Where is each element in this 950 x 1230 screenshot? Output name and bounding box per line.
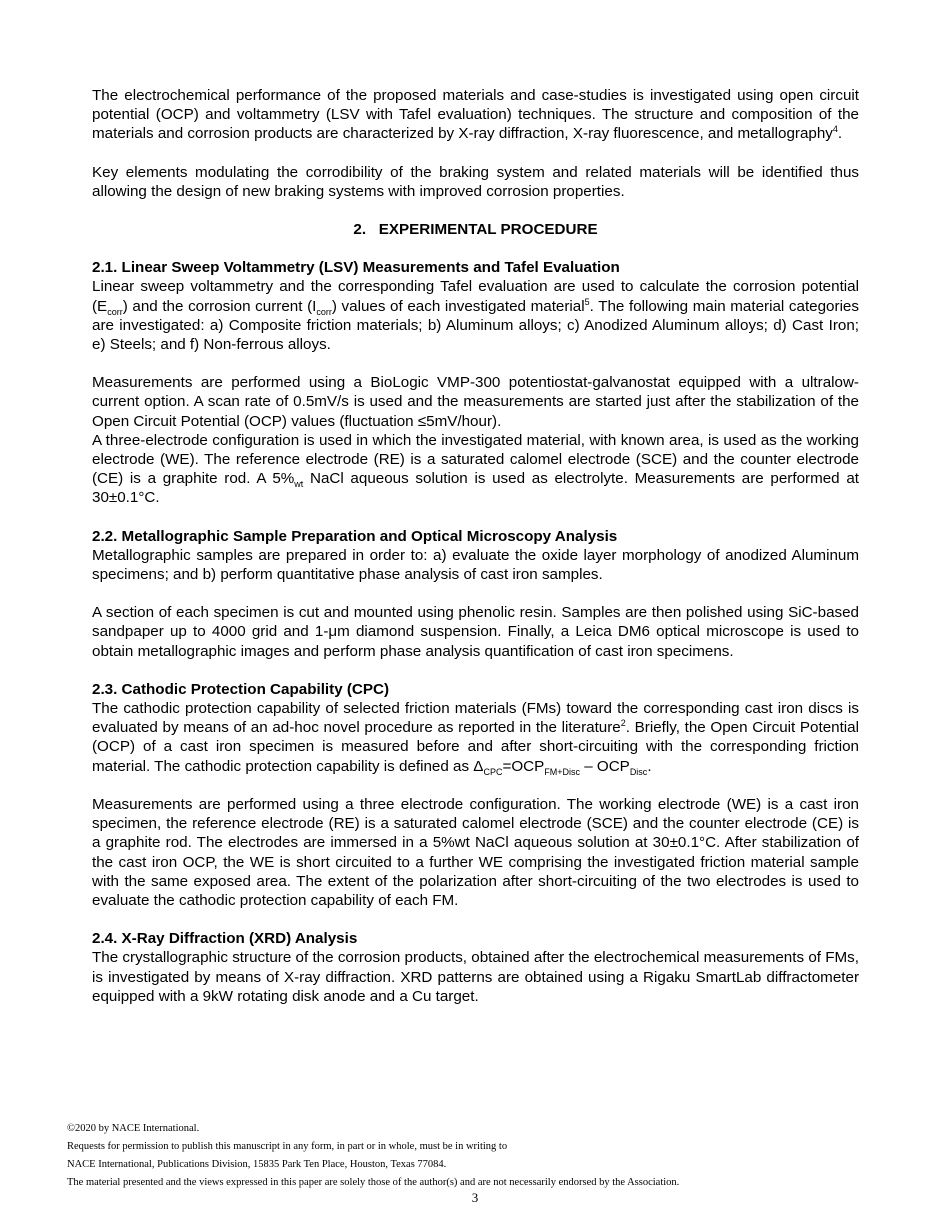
text: ) values of each investigated material xyxy=(331,297,585,315)
reference-superscript: 5 xyxy=(584,296,590,307)
reference-superscript: 2 xyxy=(620,718,626,729)
footer-line: ©2020 by NACE International. xyxy=(67,1123,200,1134)
text: ) and the corrosion current (I xyxy=(122,297,317,315)
text: . The following main material categories are investigated: a) Composite friction materials; b) Aluminum alloys; c) Anodized Aluminum alloys; d) Cast Iron; e) Steels; and f) Non-ferrous alloys. xyxy=(92,297,859,354)
text: . xyxy=(647,757,652,775)
section-title: 2. EXPERIMENTAL PROCEDURE xyxy=(353,221,598,239)
lsv-paragraph-2: Measurements are performed using a BioLogic VMP-300 potentiostat-galvanostat equipped with a ultralow-current option. A scan rate of 0.5mV/s is used and the measurements are started just after the stabilization of the Open Circuit Potential (OCP) values (fluctuation ≤5mV/hour). xyxy=(92,374,859,430)
subsection-heading-2-1: 2.1. Linear Sweep Voltammetry (LSV) Measurements and Tafel Evaluation xyxy=(92,259,620,277)
subsection-heading-2-3: 2.3. Cathodic Protection Capability (CPC) xyxy=(92,680,390,698)
subscript: CPC xyxy=(483,766,503,777)
text: The cathodic protection capability of selected friction materials (FMs) toward the corresponding cast iron discs is evaluated by means of an ad-hoc novel procedure as reported in the literature xyxy=(92,700,859,737)
footer-line: The material presented and the views expressed in this paper are solely those of the author(s) and are not necessarily endorsed by the Association. xyxy=(67,1177,680,1188)
lsv-paragraph-1 xyxy=(92,277,859,354)
intro-paragraph-2: Key elements modulating the corrodibility of the braking system and related materials will be identified thus allowing the design of new braking systems with improved corrosion properties. xyxy=(92,163,859,200)
text: =OCP xyxy=(502,757,545,775)
text: Linear sweep voltammetry and the corresponding Tafel evaluation are used to calculate the corrosion potential (E xyxy=(92,278,859,315)
page-number: 3 xyxy=(471,1190,479,1205)
cpc-paragraph-2: Measurements are performed using a three electrode configuration. The working electrode (WE) is a cast iron specimen, the reference electrode (RE) is a saturated calomel electrode (SCE) and the counter electrode (CE) is a graphite rod. The electrodes are immersed in a 5%wt NaCl aqueous solution at 30±0.1°C. After stabilization of the cast iron OCP, the WE is short circuited to a further WE comprising the investigated friction material sample with the same exposed area. The extent of the polarization after short-circuiting of the two electrodes is used to evaluate the cathodic protection capability of each FM. xyxy=(92,795,859,909)
metallography-paragraph-1: Metallographic samples are prepared in order to: a) evaluate the oxide layer morphology of anodized Aluminum specimens; and b) perform quantitative phase analysis of cast iron samples. xyxy=(92,546,859,584)
text: NaCl aqueous solution is used as electrolyte. Measurements are performed at 30±0.1°C. xyxy=(92,470,859,507)
subscript: corr xyxy=(107,306,123,317)
page-body xyxy=(92,86,859,1006)
text: . xyxy=(837,125,843,143)
subscript: corr xyxy=(316,306,332,317)
lsv-paragraph-3 xyxy=(92,431,859,508)
text: The electrochemical performance of the proposed materials and case-studies is investigated using open circuit potential (OCP) and voltammetry (LSV with Tafel evaluation) techniques. The structure and composition of the materials and corrosion products are characterized by X-ray diffraction, X-ray fluorescence, and metallography xyxy=(92,87,859,143)
intro-paragraph-1 xyxy=(92,86,859,144)
subsection-heading-2-2: 2.2. Metallographic Sample Preparation and Optical Microscopy Analysis xyxy=(92,527,618,545)
subscript: Disc xyxy=(629,766,648,777)
text: – OCP xyxy=(580,757,630,775)
xrd-paragraph-1: The crystallographic structure of the corrosion products, obtained after the electrochemical measurements of FMs, is investigated by means of X-ray diffraction. XRD patterns are obtained using a Rigaku SmartLab diffractometer equipped with a 9kW rotating disk anode and a Cu target. xyxy=(92,949,859,1005)
footer-line: Requests for permission to publish this manuscript in any form, in part or in whole, must be in writing to xyxy=(67,1141,508,1152)
text: . Briefly, the Open Circuit Potential (OCP) of a cast iron specimen is measured before and after short-circuiting with the corresponding friction material. The cathodic protection capability is defined as Δ xyxy=(92,719,859,775)
cpc-paragraph-1 xyxy=(92,699,859,776)
subscript: wt xyxy=(294,479,304,490)
reference-superscript: 4 xyxy=(832,124,838,135)
subsection-heading-2-4: 2.4. X-Ray Diffraction (XRD) Analysis xyxy=(92,930,358,948)
text: A three-electrode configuration is used in which the investigated material, with known area, is used as the working electrode (WE). The reference electrode (RE) is a saturated calomel electrode (SCE) and the counter electrode (CE) is a graphite rod. A 5% xyxy=(92,431,859,488)
footer-line: NACE International, Publications Division, 15835 Park Ten Place, Houston, Texas 77084. xyxy=(67,1159,447,1170)
subscript: FM+Disc xyxy=(544,766,580,777)
copyright-footer xyxy=(67,1120,887,1192)
metallography-paragraph-2: A section of each specimen is cut and mounted using phenolic resin. Samples are then polished using SiC-based sandpaper up to 4000 grid and 1-μm diamond suspension. Finally, a Leica DM6 optical microscope is used to obtain metallographic images and perform phase analysis quantification of cast iron specimens. xyxy=(92,604,859,660)
